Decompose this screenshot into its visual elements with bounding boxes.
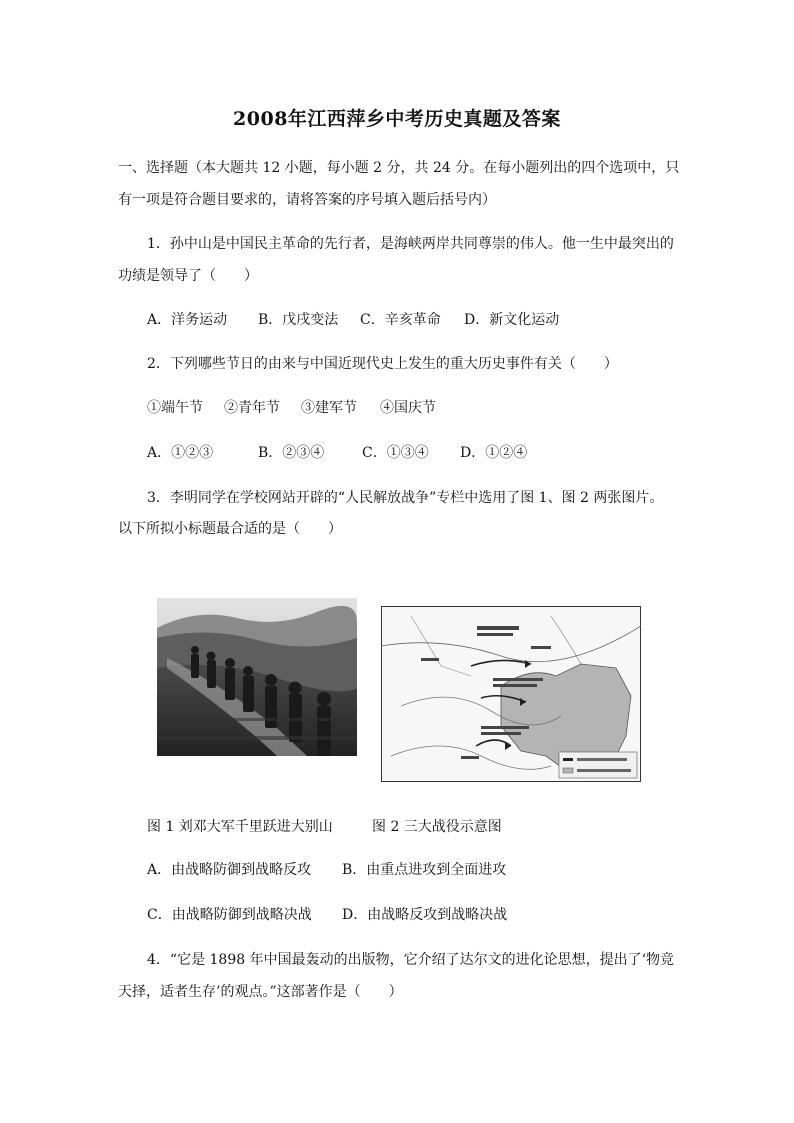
section-intro-line-2: 有一项是符合题目要求的，请将答案的序号填入题后括号内）	[118, 192, 496, 208]
question-4-stem-line-2: 天择，适者生存’的观点。”这部著作是（ ）	[118, 984, 403, 1000]
question-2-item-4: ④国庆节	[380, 400, 436, 416]
question-1-options	[147, 310, 559, 330]
question-3-options-row-2	[147, 905, 507, 925]
question-3-option-a: A．由战略防御到战略反攻	[147, 862, 312, 878]
question-3-option-c: C．由战略防御到战略决战	[147, 907, 312, 923]
question-2-option-a: A．①②③	[147, 445, 214, 461]
question-1-option-a: A．洋务运动	[147, 312, 228, 328]
question-2-option-c: C．①③④	[362, 445, 429, 461]
question-4-stem-line-1: 4．“它是 1898 年中国最轰动的出版物，它介绍了达尔文的进化论思想，提出了‘物竞	[147, 952, 675, 968]
question-1-option-c: C．辛亥革命	[360, 312, 441, 328]
question-2-options	[147, 443, 527, 463]
question-3-stem-line-2: 以下所拟小标题最合适的是（ ）	[118, 521, 342, 537]
question-2-item-1: ①端午节	[147, 400, 203, 416]
question-3-option-b: B．由重点进攻到全面进攻	[342, 862, 507, 878]
figure-1-troop-march-photo	[157, 598, 357, 756]
question-2-items	[147, 398, 436, 418]
question-3-options-row-1	[147, 860, 506, 880]
question-1-stem-line-2: 功绩是领导了（ ）	[118, 268, 258, 284]
question-2-item-3: ③建军节	[301, 400, 357, 416]
question-1-option-d: D．新文化运动	[464, 312, 560, 328]
figure-2-caption: 图 2 三大战役示意图	[372, 819, 502, 835]
question-1-stem-line-1: 1．孙中山是中国民主革命的先行者，是海峡两岸共同尊崇的伟人。他一生中最突出的	[147, 236, 674, 252]
question-2-option-b: B．②③④	[258, 445, 325, 461]
page-title: 2008年江西萍乡中考历史真题及答案	[233, 108, 561, 130]
question-2-item-2: ②青年节	[224, 400, 280, 416]
question-3-option-d: D．由战略反攻到战略决战	[342, 907, 508, 923]
question-1-option-b: B．戊戌变法	[258, 312, 339, 328]
question-2-stem-line-1: 2．下列哪些节日的由来与中国近现代史上发生的重大历史事件有关（ ）	[147, 356, 618, 372]
figure-2-three-campaigns-map	[381, 606, 641, 782]
section-intro-line-1: 一、选择题（本大题共 12 小题，每小题 2 分，共 24 分。在每小题列出的四个选项中，只	[118, 160, 680, 176]
figure-1-caption: 图 1 刘邓大军千里跃进大别山	[147, 819, 333, 835]
question-2-option-d: D．①②④	[460, 445, 528, 461]
question-3-stem-line-1: 3．李明同学在学校网站开辟的“人民解放战争”专栏中选用了图 1、图 2 两张图片。	[147, 490, 664, 506]
